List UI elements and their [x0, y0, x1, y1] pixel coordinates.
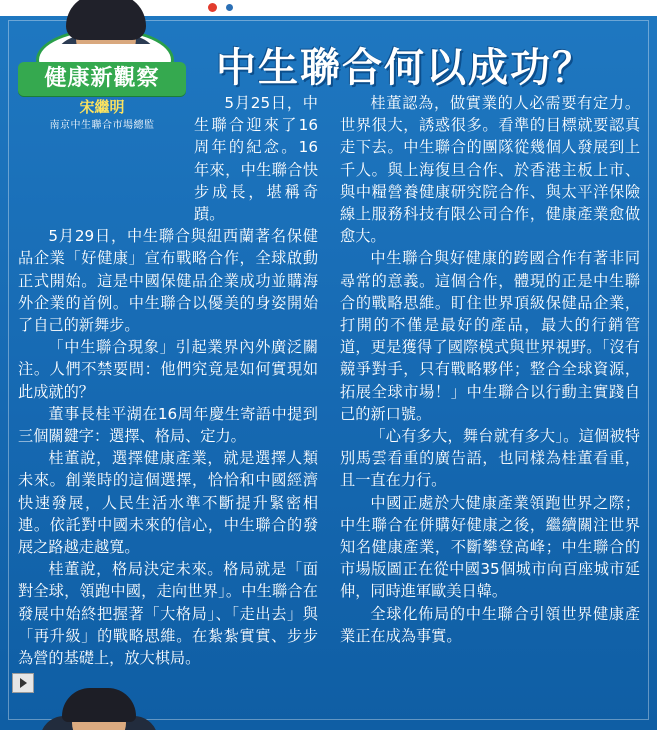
portrait-hair: [66, 0, 146, 40]
portrait-photo-bottom: [36, 688, 156, 730]
portrait-photo-top: [52, 0, 160, 44]
red-dot-icon: [208, 3, 217, 12]
blue-dot-icon: [226, 4, 233, 11]
badge-title: 健康新觀察: [44, 66, 160, 91]
article-body: [18, 92, 640, 722]
paragraph: 「心有多大，舞台就有多大」。這個被特別馬雲看重的廣告語，也同樣為桂董看重，且一直在力行。: [340, 427, 640, 490]
badge-author-subtitle: 南京中生聯合市場總監: [49, 120, 155, 131]
paragraph: 全球化佈局的中生聯合引領世界健康產業正在成為事實。: [340, 604, 640, 645]
badge-title-plate: [18, 62, 186, 96]
article-column-right: [340, 92, 640, 647]
badge-author-name: 宋繼明: [79, 98, 125, 116]
paragraph: 董事長桂平湖在16周年慶生寄語中提到三個關鍵字：選擇、格局、定力。: [18, 404, 318, 446]
paragraph: 中國正處於大健康產業領跑世界之際；中生聯合在併購好健康之後，繼續關注世界知名健康產業，不斷攀登高峰；中生聯合的市場版圖正在從中國35個城市向百座城市延伸，同時進軍歐美日韓。: [340, 493, 640, 601]
paragraph: 5月29日，中生聯合與紐西蘭著名保健品企業「好健康」宣布戰略合作，全球啟動正式開始。這是中國保健品企業成功並購海外企業的首例。中生聯合以優美的身姿開始了自己的新舞步。: [18, 227, 318, 335]
paragraph: 5月25日，中生聯合迎來了16周年的紀念。16年來，中生聯合快步成長，堪稱奇蹟。: [194, 94, 318, 224]
portrait-hair-bottom: [62, 688, 136, 722]
play-icon[interactable]: [12, 673, 34, 693]
paragraph: 「中生聯合現象」引起業界內外廣泛關注。人們不禁要問：他們究竟是如何實現如此成就的？: [18, 338, 318, 401]
paragraph: 桂董說，格局決定未來。格局就是「面對全球，領跑中國，走向世界」。中生聯合在發展中始終把握著「大格局」、「走出去」與「再升級」的戰略思維。在紮紮實實、步步為營的基礎上，放大棋局。: [18, 560, 318, 668]
article-column-left: [18, 92, 318, 669]
paragraph: 桂董說，選擇健康產業，就是選擇人類未來。創業時的這個選擇，恰恰和中國經濟快速發展，人民生活水準不斷提升緊密相連。依託對中國未來的信心，中生聯合的發展之路越走越寬。: [18, 449, 318, 557]
page-title: 中生聯合何以成功？: [216, 45, 594, 91]
paragraph: 桂董認為，做實業的人必需要有定力。世界很大，誘惑很多。看準的目標就要認真走下去。中生聯合的團隊從幾個人發展到上千人。與上海復旦合作、於香港主板上市、與中糧營養健康研究院合作、與太平洋保險線上服務科技有限公司合作，健康產業愈做愈大。: [340, 94, 640, 246]
paragraph: 中生聯合與好健康的跨國合作有著非同尋常的意義。這個合作，體現的正是中生聯合的戰略思維。盯住世界頂級保健品企業，打開的不僅是最好的產品，最大的行銷管道，更是獲得了國際模式與世界視野。「沒有競爭對手，只有戰略夥伴；整合全球資源，拓展全球市場！」中生聯合以行動主實踐自己的新口號。: [340, 249, 640, 423]
